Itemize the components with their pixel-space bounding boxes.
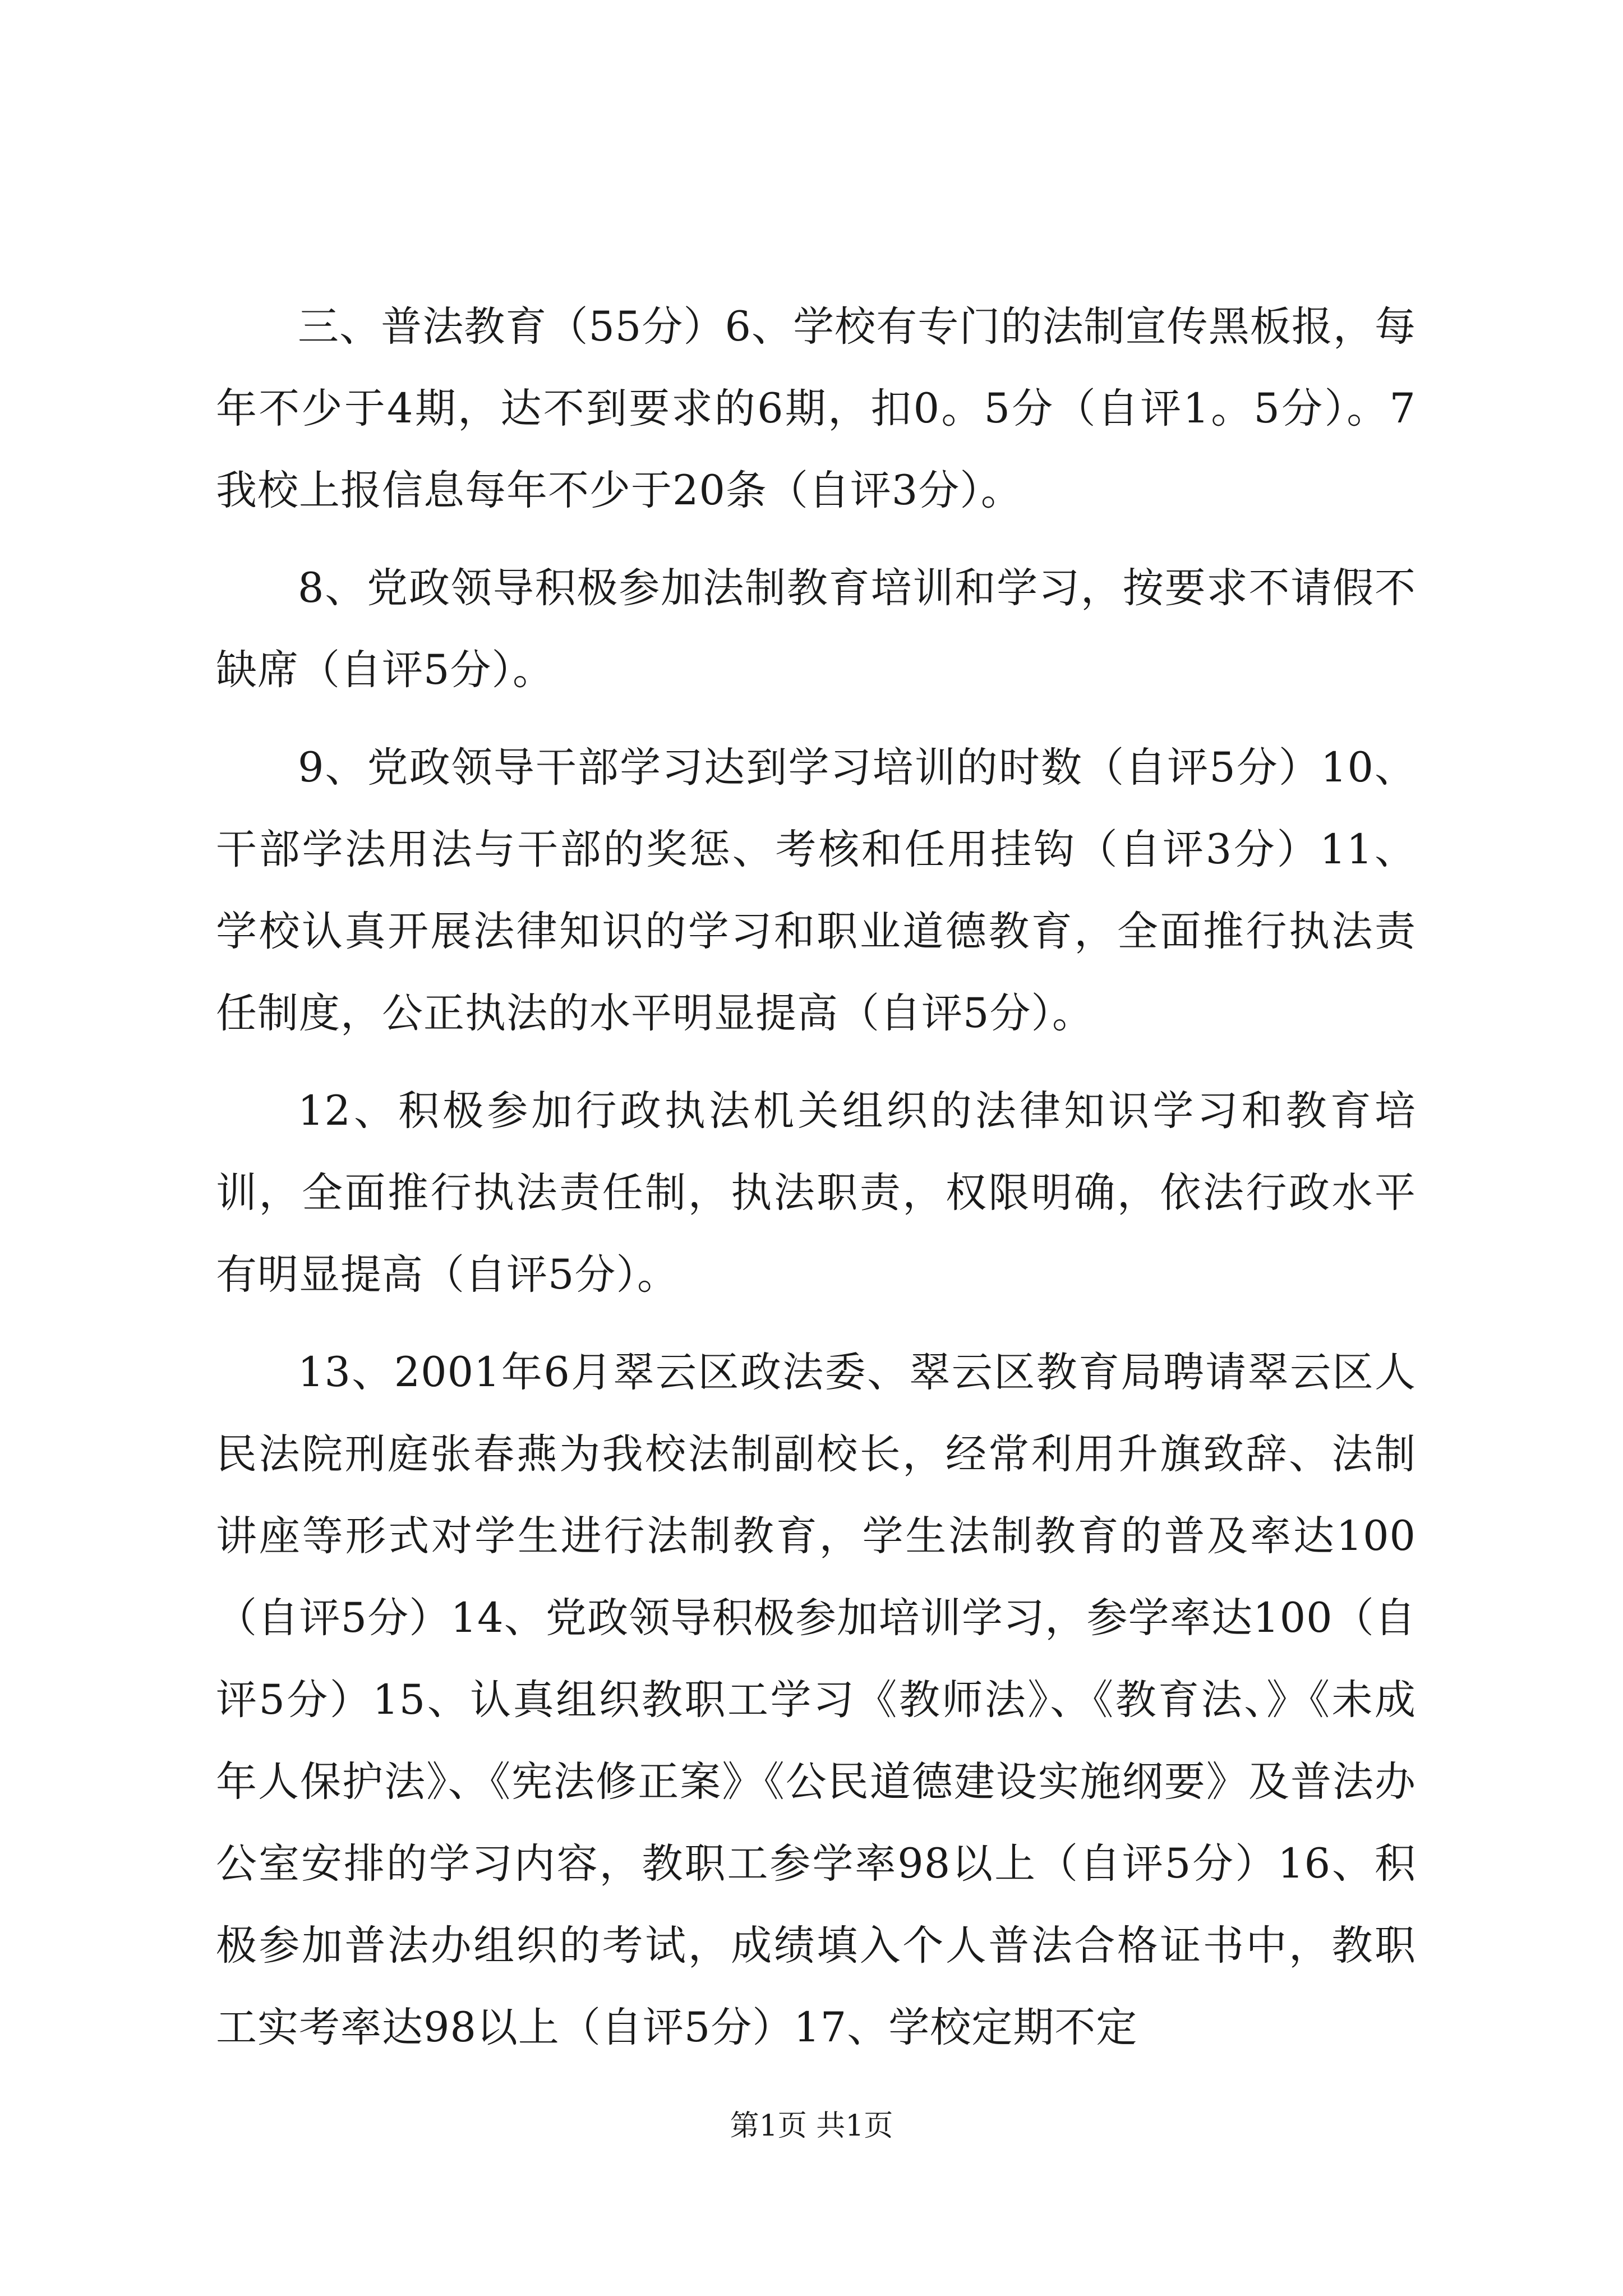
paragraph-1: 三、普法教育（55分）6、学校有专门的法制宣传黑板报，每年不少于4期，达不到要求的6期，扣0。5分（自评1。5分）。7我校上报信息每年不少于20条（自评3分）。 <box>216 303 1416 514</box>
document-body <box>216 286 1416 2085</box>
paragraph-5: 13、2001年6月翠云区政法委、翠云区教育局聘请翠云区人民法院刑庭张春燕为我校法制副校长，经常利用升旗致辞、法制讲座等形式对学生进行法制教育，学生法制教育的普及率达100（自评5分）14、党政领导积极参加培训学习，参学率达100（自评5分）15、认真组织教职工学习《教师法》、《教育法、》《未成年人保护法》、《宪法修正案》《公民道德建设实施纲要》及普法办公室安排的学习内容，教职工参学率98以上（自评5分）16、积极参加普法办组织的考试，成绩填入个人普法合格证书中，教职工实考率达98以上（自评5分）17、学校定期不定 <box>216 1349 1416 2051</box>
paragraph-3: 9、党政领导干部学习达到学习培训的时数（自评5分）10、干部学法用法与干部的奖惩、考核和任用挂钩（自评3分）11、学校认真开展法律知识的学习和职业道德教育，全面推行执法责任制度，公正执法的水平明显提高（自评5分）。 <box>216 744 1416 1037</box>
page-number-footer: 第1页 共1页 <box>730 2109 893 2143</box>
paragraph-2: 8、党政领导积极参加法制教育培训和学习，按要求不请假不缺席（自评5分）。 <box>216 564 1416 694</box>
paragraph-4: 12、积极参加行政执法机关组织的法律知识学习和教育培训，全面推行执法责任制，执法职责，权限明确，依法行政水平有明显提高（自评5分）。 <box>216 1087 1416 1299</box>
